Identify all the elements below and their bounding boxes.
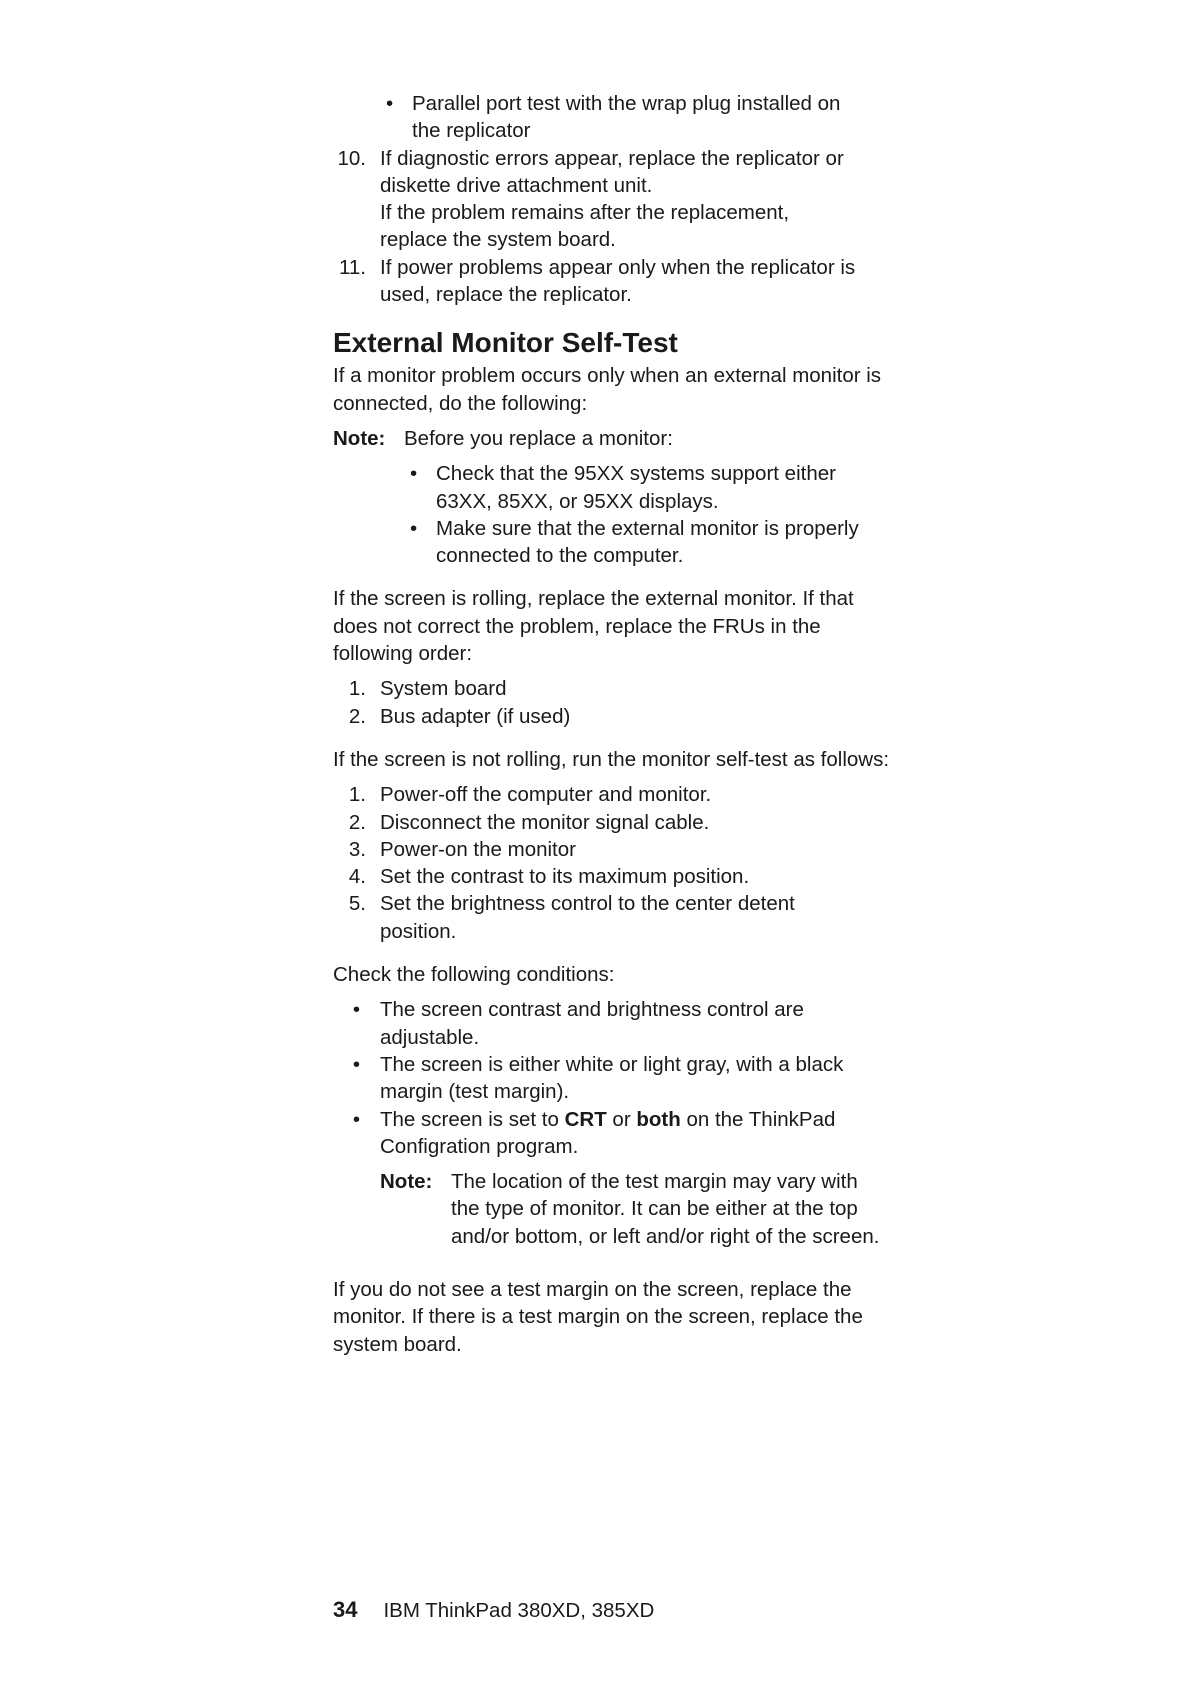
list-item-text: The screen is set to CRT or both on the ThinkPad Configration program. [380,1107,836,1158]
bullet-icon: • [352,1052,361,1076]
note-label: Note: [380,1170,433,1194]
list-item-text: Check that the 95XX systems support either 63XX, 85XX, or 95XX displays. [436,462,836,513]
list-item [404,515,893,570]
list-item-text: The screen contrast and brightness control are adjustable. [380,998,804,1049]
not-rolling-paragraph: If the screen is not rolling, run the monitor self-test as follows: [333,747,890,771]
list-item: 2. Bus adapter (if used) [333,703,893,730]
note-label: Note: [333,426,386,450]
footer-title: IBM ThinkPad 380XD, 385XD [383,1599,655,1622]
intro-paragraph: If a monitor problem occurs only when an external monitor is connected, do the following: [333,364,882,415]
list-item-text: Power-off the computer and monitor. [380,783,712,807]
step-number: 10. [337,146,366,170]
page-number: 34 [333,1597,358,1622]
page-content [333,90,893,1358]
note-text: The location of the test margin may vary with the type of monitor. It can be either at the top and/or bottom, or left and/or right of the screen. [451,1170,880,1248]
list-item [333,1051,893,1106]
note [380,1168,893,1250]
step-text: If diagnostic errors appear, replace the replicator or diskette drive attachment unit. [380,146,844,197]
step-10 [333,145,893,254]
step-text: If the problem remains after the replacement, replace the system board. [380,201,790,252]
list-item-text: Power-on the monitor [380,837,576,861]
list-item: 2. Disconnect the monitor signal cable. [333,809,893,836]
check-paragraph: Check the following conditions: [333,963,615,987]
list-item-text: System board [380,677,507,701]
list-item [404,460,893,515]
list-item-text: Set the contrast to its maximum position. [380,865,750,889]
bullet-icon: • [410,462,418,486]
bullet-icon: • [352,1107,361,1131]
section-heading: External Monitor Self-Test [333,327,678,359]
list-item: 1. System board [333,675,893,702]
list-item-text: Set the brightness control to the center detent position. [380,892,795,943]
note [333,425,893,452]
step-11 [333,254,893,309]
list-item [333,1106,893,1161]
list-item: 5. Set the brightness control to the center detent position. [333,890,893,945]
list-item-text: Bus adapter (if used) [380,704,571,728]
step-number: 11. [339,255,366,279]
bullet-icon: • [386,92,394,115]
list-item-text: The screen is either white or light gray, with a black margin (test margin). [380,1052,844,1104]
note-text: Before you replace a monitor: [404,426,673,450]
list-item: 4. Set the contrast to its maximum position. [333,863,893,890]
list-item-text: Parallel port test with the wrap plug installed on the replicator [412,92,841,143]
list-item: 3. Power-on the monitor [333,836,893,863]
list-item-text: Make sure that the external monitor is properly connected to the computer. [436,516,859,568]
step-text: If power problems appear only when the replicator is used, replace the replicator. [380,255,856,307]
list-item [333,996,893,1051]
list-item: 1. Power-off the computer and monitor. [333,781,893,808]
bullet-icon: • [352,998,361,1022]
page-footer [333,1596,654,1624]
list-item [380,90,893,145]
final-paragraph: If you do not see a test margin on the screen, replace the monitor. If there is a test margin on the screen, replace the system board. [333,1277,863,1356]
bullet-icon: • [410,516,418,540]
list-item-text: Disconnect the monitor signal cable. [380,810,710,834]
rolling-paragraph: If the screen is rolling, replace the external monitor. If that does not correct the problem, replace the FRUs in the following order: [333,587,854,666]
